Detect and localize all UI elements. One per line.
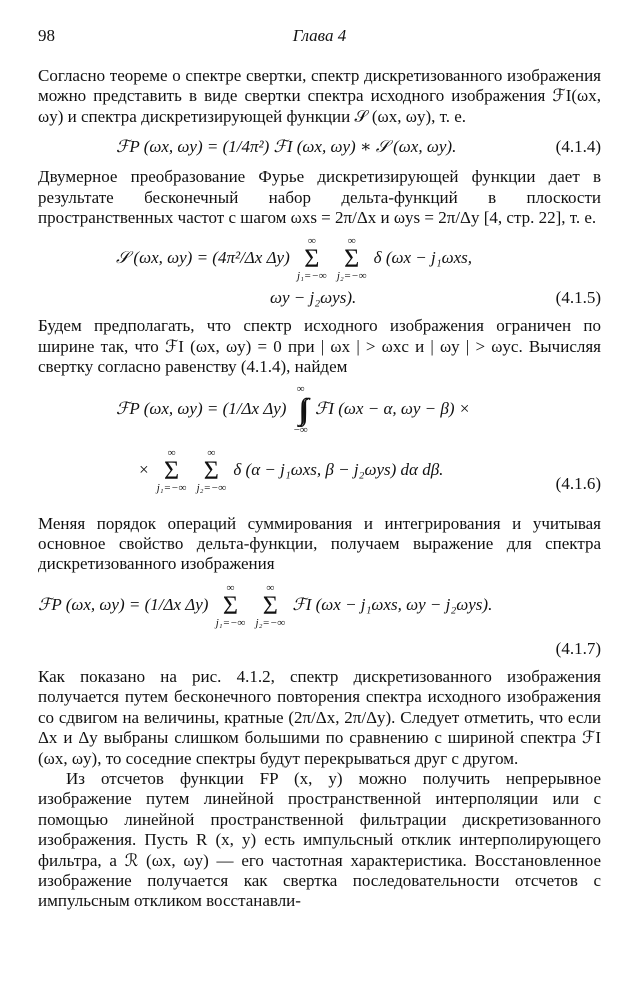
- equation-4-1-5: [38, 228, 601, 316]
- equation-4-1-5-right: δ (ωx − j₁ωxs,: [373, 248, 473, 268]
- page-number: 98: [38, 26, 55, 45]
- sum-j1: [297, 236, 327, 282]
- equation-4-1-7-line-1: [38, 583, 492, 629]
- equation-4-1-6-left: ℱP (ωx, ωy) = (1/Δx Δy): [116, 398, 287, 418]
- sum-j1-lower: j₁=−∞: [297, 270, 327, 283]
- equation-4-1-7: [38, 575, 601, 667]
- sum-j2-416-upper: ∞: [207, 446, 216, 459]
- equation-4-1-5-left: 𝒮 (ωx, ωy) = (4π²/Δx Δy): [116, 248, 290, 268]
- running-header: [38, 26, 601, 52]
- sum-j1-417: [216, 583, 246, 629]
- equation-number-4-1-7: (4.1.7): [555, 638, 601, 658]
- equation-number-4-1-5: (4.1.5): [555, 288, 601, 308]
- paragraph-6: Из отсчетов функции FP (x, y) можно получить непрерывное изображение путем линейной пространственной интерполяции или с помощью линейной пространственной фильтрации дискретизованного изображения. Пусть R (x, y) есть импульсный отклик интерполирующего фильтра, а ℛ (ωx, ωy) — его частотная характеристика. Восстановленное изображение получается как свертка последовательности отсчетов с импульсным откликом восстанавли-: [38, 768, 601, 911]
- paragraph-4: Меняя порядок операций суммирования и интегрирования и учитывая основное свойство дельта-функции, получаем выражение для спектра дискретизованного изображения: [38, 513, 601, 574]
- equation-number-4-1-6: (4.1.6): [555, 473, 601, 493]
- double-integral: [294, 384, 308, 436]
- equation-4-1-5-line-2: ωy − j₂ωys).: [270, 288, 357, 308]
- sum-j2-417-upper: ∞: [266, 581, 275, 594]
- sum-j1-upper: ∞: [307, 235, 316, 248]
- equation-4-1-4: [38, 127, 601, 167]
- sum-j2-416-lower: j₂=−∞: [196, 481, 227, 494]
- sum-j2-416-symbol: Σ: [203, 455, 219, 485]
- equation-4-1-6-right: ℱI (ωx − α, ωy − β) ×: [314, 398, 471, 418]
- integral-lower: −∞: [293, 423, 308, 436]
- chapter-title: Глава 4: [292, 26, 347, 45]
- sum-j1-417-symbol: Σ: [222, 590, 239, 620]
- equation-4-1-6-line-1: [116, 384, 470, 436]
- equation-4-1-5-line-1: [116, 236, 472, 282]
- page: [38, 26, 601, 912]
- sum-j1-416-upper: ∞: [167, 446, 176, 459]
- sum-j2-417-symbol: Σ: [262, 590, 278, 620]
- sum-j1-416-symbol: Σ: [163, 455, 180, 485]
- paragraph-3: Будем предполагать, что спектр исходного изображения ограничен по ширине так, что ℱI (ωx, ωy) = 0 при | ωx | > ωxc и | ωy | > ωyc. Вычисляя свертку согласно равенству (4.1.4), найдем: [38, 316, 601, 377]
- equation-4-1-6-right2: δ (α − j₁ωxs, β − j₂ωys) dα dβ.: [233, 459, 444, 479]
- sum-j2-lower: j₂=−∞: [336, 270, 367, 283]
- integral-upper: ∞: [296, 382, 305, 395]
- paragraph-5: Как показано на рис. 4.1.2, спектр дискретизованного изображения получается путем бесконечного повторения спектра исходного изображения со сдвигом на величины, кратные (2π/Δx, 2π/Δy). Следует отметить, что если Δx и Δy выбраны слишком большими по сравнению с шириной спектра ℱI (ωx, ωy), то соседние спектры будут перекрываться друг с другом.: [38, 666, 601, 768]
- equation-number-4-1-4: (4.1.4): [555, 137, 601, 157]
- equation-4-1-6-times: ×: [138, 459, 150, 479]
- equation-4-1-7-left: ℱP (ωx, ωy) = (1/Δx Δy): [38, 594, 209, 614]
- sum-j1-symbol: Σ: [304, 244, 320, 274]
- equation-4-1-6: [38, 378, 601, 514]
- sum-j2-416: [197, 448, 227, 494]
- sum-j2-417: [256, 583, 286, 629]
- sum-j2-symbol: Σ: [344, 244, 360, 274]
- integral-symbol: ∫∫: [298, 392, 303, 426]
- paragraph-1: Согласно теореме о спектре свертки, спектр дискретизованного изображения можно представить в виде свертки спектра исходного изображения ℱI(ωx, ωy) и спектра дискретизирующей функции 𝒮 (ωx, ωy), т. е.: [38, 66, 601, 126]
- paragraph-2: Двумерное преобразование Фурье дискретизирующей функции дает в результате бесконечный набор дельта-функций в плоскости пространственных частот с шагом ωxs = 2π/Δx и ωys = 2π/Δy [4, стр. 22], т. е.: [38, 167, 601, 228]
- sum-j2-417-lower: j₂=−∞: [255, 616, 286, 629]
- sum-j2-upper: ∞: [347, 235, 356, 248]
- sum-j1-417-lower: j₁=−∞: [215, 616, 246, 629]
- sum-j1-416-lower: j₁=−∞: [156, 481, 187, 494]
- sum-j1-417-upper: ∞: [226, 581, 235, 594]
- sum-j1-416: [157, 448, 187, 494]
- sum-j2: [337, 236, 367, 282]
- equation-4-1-7-right: ℱI (ωx − j₁ωxs, ωy − j₂ωys).: [292, 594, 493, 614]
- equation-4-1-6-line-2: [138, 448, 443, 494]
- equation-4-1-4-body: ℱP (ωx, ωy) = (1/4π²) ℱI (ωx, ωy) ∗ 𝒮 (ωx, ωy).: [116, 137, 457, 157]
